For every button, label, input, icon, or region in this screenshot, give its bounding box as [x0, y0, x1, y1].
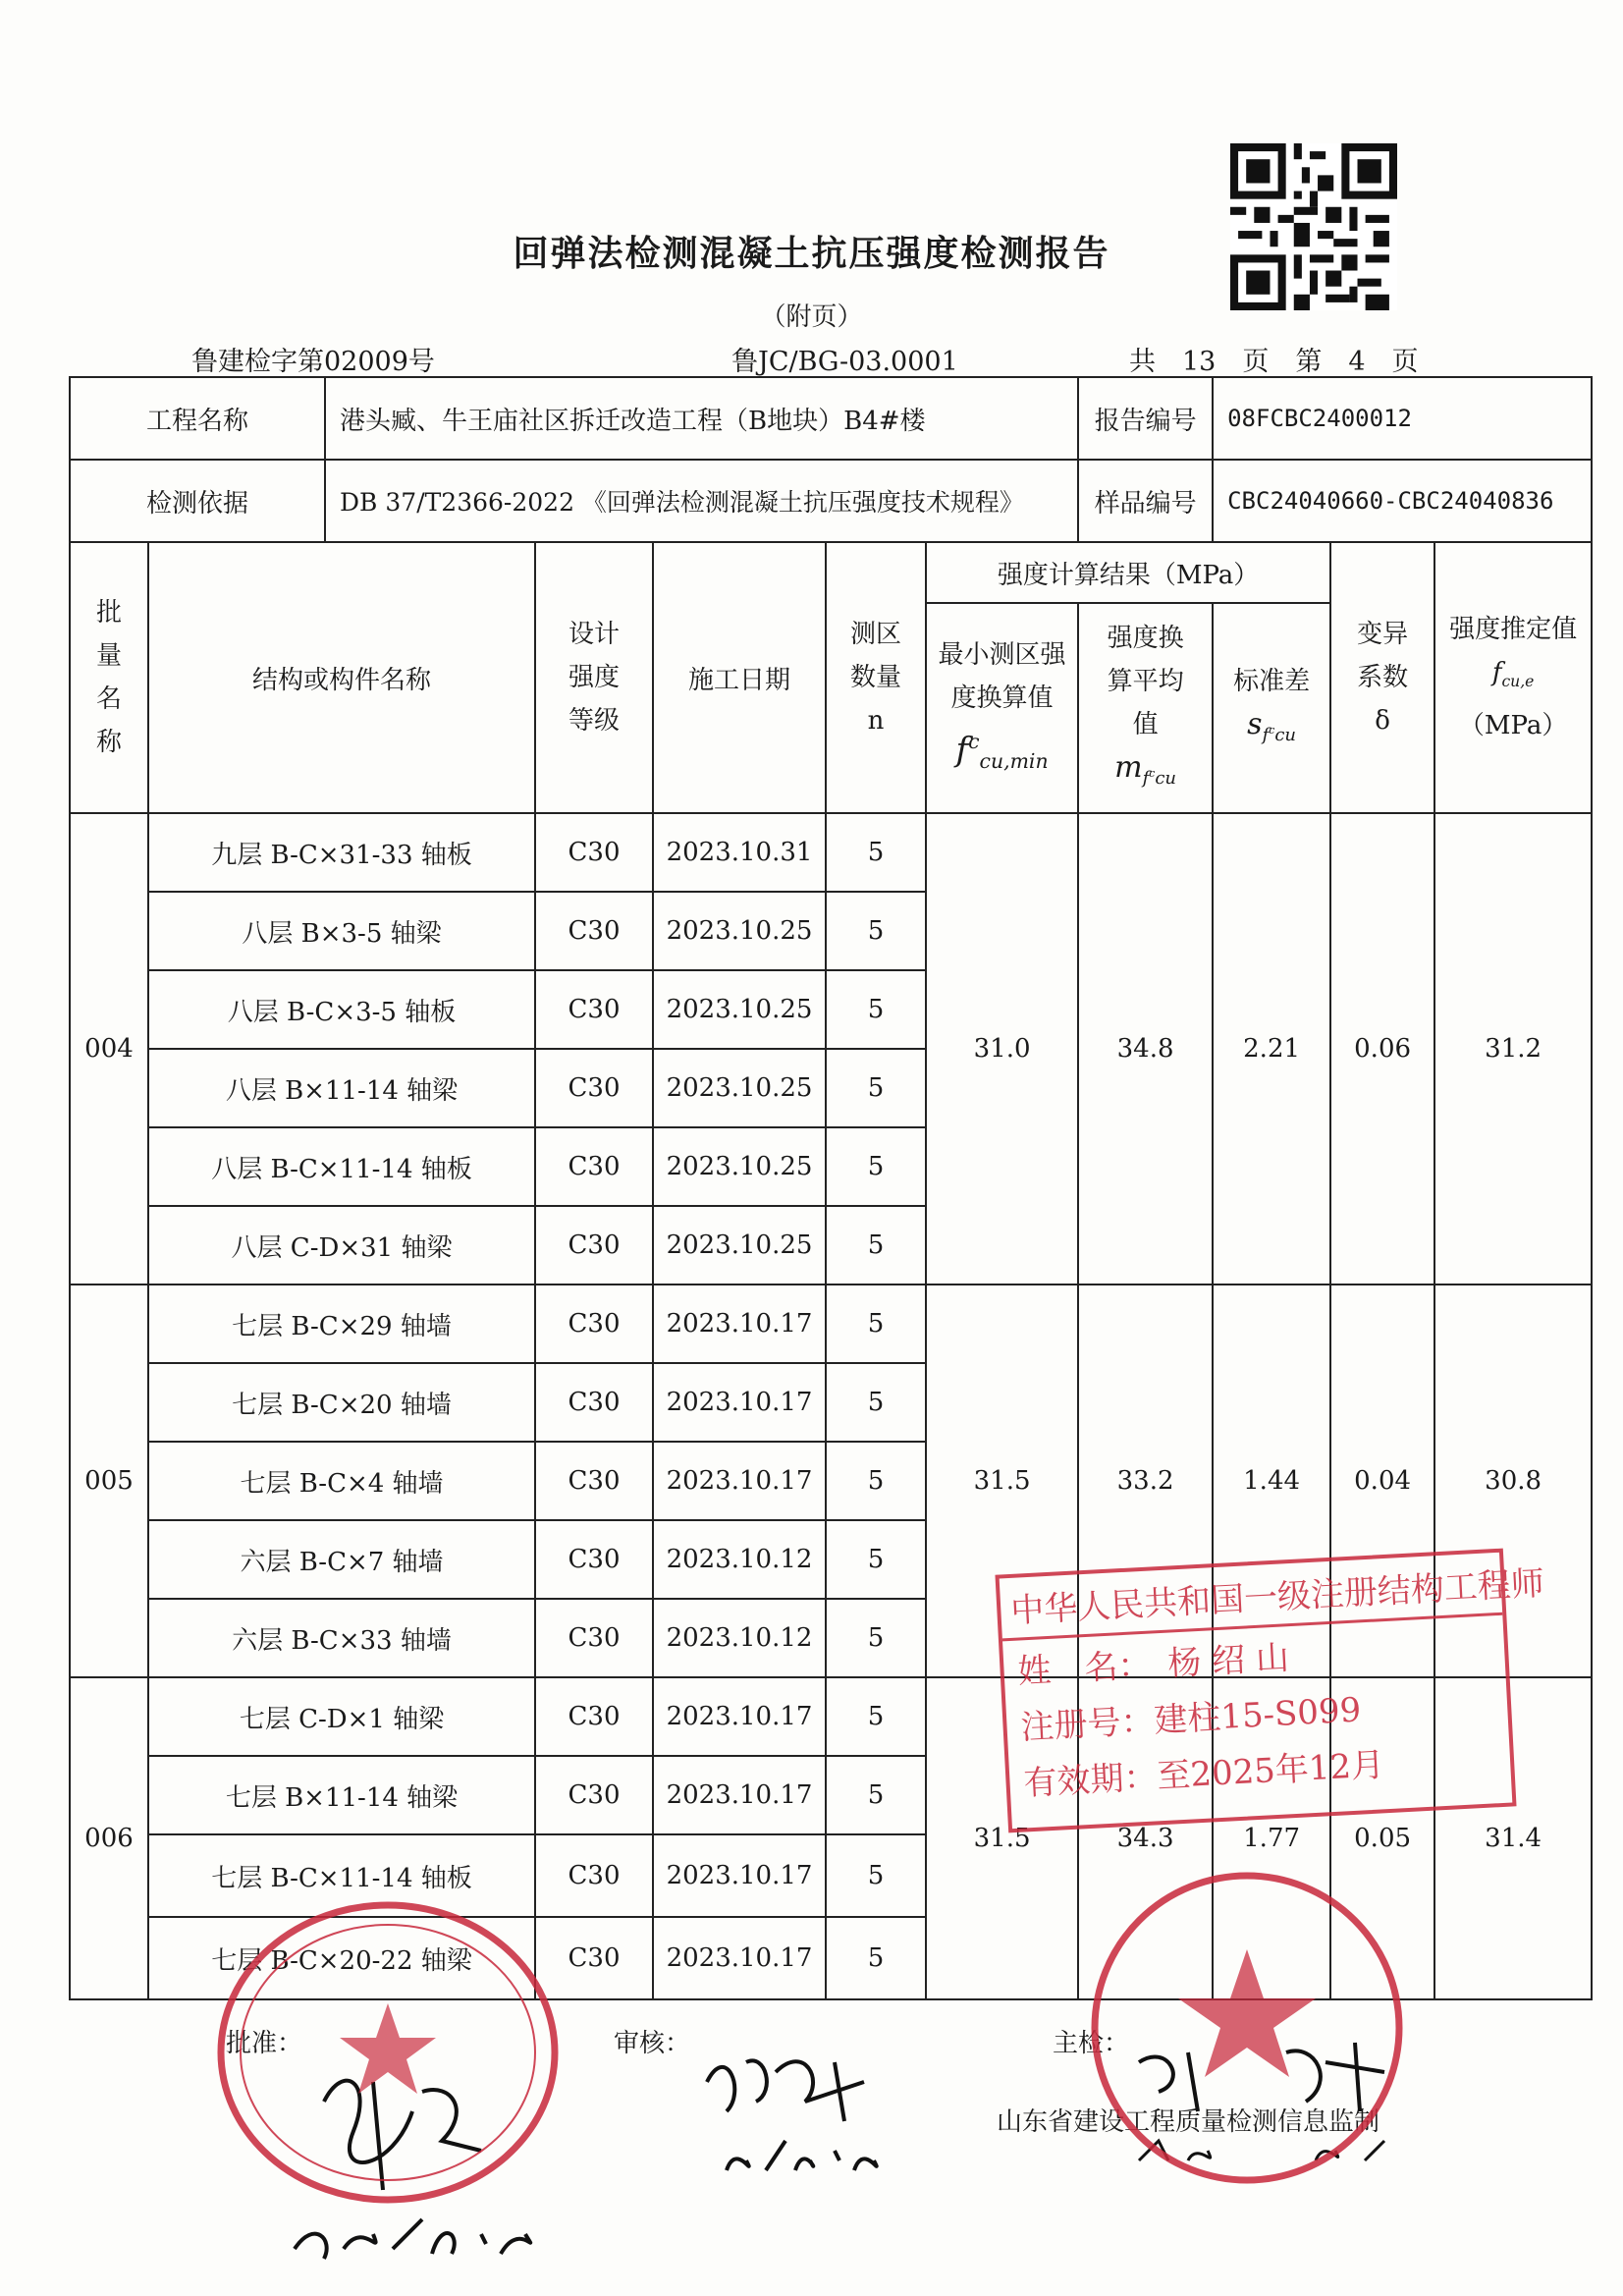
col-date: 施工日期 [653, 542, 826, 813]
member-name: 七层 B×11-14 轴梁 [148, 1756, 535, 1834]
col-cv: 变异系数δ [1330, 542, 1434, 813]
basis-value: DB 37/T2366-2022 《回弹法检测混凝土抗压强度技术规程》 [325, 460, 1078, 542]
sample-no-label: 样品编号 [1078, 460, 1213, 542]
basis-label: 检测依据 [70, 460, 325, 542]
table-row [70, 1677, 1592, 1756]
approver-signature [285, 2023, 579, 2278]
col-std-symbol: $s_{f^ccu}$ [1247, 706, 1296, 745]
member-name: 六层 B-C×33 轴墙 [148, 1599, 535, 1677]
col-mean [1078, 603, 1213, 813]
member-name: 七层 B-C×20 轴墙 [148, 1363, 535, 1442]
col-est-symbol: $f_{cu,e}$ [1491, 658, 1535, 691]
engineer-stamp-name: 姓 名： 杨 绍 山 [1016, 1638, 1290, 1692]
construction-date: 2023.10.17 [653, 1834, 826, 1917]
construction-date: 2023.10.12 [653, 1520, 826, 1599]
batch-id: 005 [70, 1285, 148, 1677]
construction-date: 2023.10.17 [653, 1363, 826, 1442]
design-grade: C30 [535, 1285, 653, 1363]
member-name: 八层 B-C×11-14 轴板 [148, 1127, 535, 1206]
col-min-label: 最小测区强度换算值 [938, 639, 1066, 713]
qr-code-icon [1230, 143, 1397, 310]
batch-id: 006 [70, 1677, 148, 1999]
zone-count: 5 [826, 813, 926, 892]
col-mean-symbol: $m_{f^ccu}$ [1114, 749, 1177, 789]
member-name: 七层 B-C×20-22 轴梁 [148, 1917, 535, 1999]
zone-count: 5 [826, 1599, 926, 1677]
engineer-stamp-reg: 注册号：建柱15-S099 [1019, 1690, 1363, 1748]
col-grade: 设计强度等级 [535, 542, 653, 813]
member-name: 七层 B-C×11-14 轴板 [148, 1834, 535, 1917]
col-std [1213, 603, 1330, 813]
approve-label: 批准： [226, 2029, 303, 2058]
design-grade: C30 [535, 1206, 653, 1285]
zone-count: 5 [826, 1917, 926, 1999]
batch-id: 004 [70, 813, 148, 1285]
zone-count: 5 [826, 1520, 926, 1599]
zone-count: 5 [826, 1834, 926, 1917]
col-batch: 批量名称 [70, 542, 148, 813]
design-grade: C30 [535, 970, 653, 1049]
estimated-strength: 31.2 [1434, 813, 1592, 1285]
col-member: 结构或构件名称 [148, 542, 535, 813]
construction-date: 2023.10.25 [653, 1049, 826, 1127]
col-min-symbol: $f^c_{cu,min}$ [955, 729, 1049, 774]
certificate-number: 鲁建检字第02009号 [191, 347, 435, 377]
estimated-strength: 31.4 [1434, 1677, 1592, 1999]
variation-coefficient: 0.05 [1330, 1677, 1434, 1999]
project-row [70, 377, 1592, 460]
min-strength: 31.0 [926, 813, 1078, 1285]
col-count: 测区数量n [826, 542, 926, 813]
construction-date: 2023.10.12 [653, 1599, 826, 1677]
report-table [69, 376, 1593, 2000]
inspect-label: 主检： [1053, 2029, 1130, 2058]
table-row [70, 1285, 1592, 1363]
basis-row [70, 460, 1592, 542]
member-name: 八层 B×11-14 轴梁 [148, 1049, 535, 1127]
construction-date: 2023.10.25 [653, 970, 826, 1049]
variation-coefficient: 0.06 [1330, 813, 1434, 1285]
inspector-signature [1129, 2023, 1424, 2180]
mean-strength: 34.3 [1078, 1677, 1213, 1999]
design-grade: C30 [535, 892, 653, 970]
report-no-label: 报告编号 [1078, 377, 1213, 460]
design-grade: C30 [535, 1917, 653, 1999]
std-deviation: 2.21 [1213, 813, 1330, 1285]
footer-note: 山东省建设工程质量检测信息监制 [997, 2107, 1380, 2137]
design-grade: C30 [535, 1127, 653, 1206]
col-est-label: 强度推定值 [1449, 615, 1578, 645]
engineer-stamp-valid: 有效期：至2025年12月 [1022, 1745, 1385, 1804]
design-grade: C30 [535, 1834, 653, 1917]
member-name: 七层 B-C×4 轴墙 [148, 1442, 535, 1520]
col-min [926, 603, 1078, 813]
col-est-unit: （MPa） [1458, 710, 1568, 740]
design-grade: C30 [535, 813, 653, 892]
table-row [70, 813, 1592, 892]
design-grade: C30 [535, 1599, 653, 1677]
min-strength: 31.5 [926, 1677, 1078, 1999]
construction-date: 2023.10.17 [653, 1285, 826, 1363]
page-info: 共 13 页 第 4 页 [1129, 347, 1419, 377]
member-name: 八层 B-C×3-5 轴板 [148, 970, 535, 1049]
member-name: 六层 B-C×7 轴墙 [148, 1520, 535, 1599]
estimated-strength: 30.8 [1434, 1285, 1592, 1677]
zone-count: 5 [826, 892, 926, 970]
design-grade: C30 [535, 1049, 653, 1127]
project-label: 工程名称 [70, 377, 325, 460]
project-value: 港头臧、牛王庙社区拆迁改造工程（B地块）B4#楼 [325, 377, 1078, 460]
member-name: 七层 B-C×29 轴墙 [148, 1285, 535, 1363]
construction-date: 2023.10.25 [653, 1206, 826, 1285]
construction-date: 2023.10.17 [653, 1756, 826, 1834]
design-grade: C30 [535, 1677, 653, 1756]
zone-count: 5 [826, 1285, 926, 1363]
zone-count: 5 [826, 1677, 926, 1756]
design-grade: C30 [535, 1756, 653, 1834]
min-strength: 31.5 [926, 1285, 1078, 1677]
zone-count: 5 [826, 1363, 926, 1442]
design-grade: C30 [535, 1363, 653, 1442]
col-mean-label: 强度换算平均值 [1107, 623, 1184, 739]
construction-date: 2023.10.17 [653, 1677, 826, 1756]
construction-date: 2023.10.31 [653, 813, 826, 892]
reviewer-signature [687, 2023, 933, 2200]
engineer-stamp-title: 中华人民共和国一级注册结构工程师 [1000, 1553, 1503, 1642]
zone-count: 5 [826, 1127, 926, 1206]
member-name: 八层 B×3-5 轴梁 [148, 892, 535, 970]
form-number: 鲁JC/BG-03.0001 [731, 347, 958, 377]
construction-date: 2023.10.17 [653, 1917, 826, 1999]
mean-strength: 33.2 [1078, 1285, 1213, 1677]
report-no-value: 08FCBC2400012 [1213, 377, 1592, 460]
construction-date: 2023.10.25 [653, 1127, 826, 1206]
construction-date: 2023.10.17 [653, 1442, 826, 1520]
member-name: 七层 C-D×1 轴梁 [148, 1677, 535, 1756]
variation-coefficient: 0.04 [1330, 1285, 1434, 1677]
zone-count: 5 [826, 1049, 926, 1127]
zone-count: 5 [826, 1206, 926, 1285]
col-strength-group: 强度计算结果（MPa） [926, 542, 1330, 603]
member-name: 八层 C-D×31 轴梁 [148, 1206, 535, 1285]
zone-count: 5 [826, 1442, 926, 1520]
col-est [1434, 542, 1592, 813]
column-header-row-1 [70, 542, 1592, 603]
mean-strength: 34.8 [1078, 813, 1213, 1285]
std-deviation: 1.77 [1213, 1677, 1330, 1999]
design-grade: C30 [535, 1520, 653, 1599]
report-title: 回弹法检测混凝土抗压强度检测报告 [513, 234, 1110, 274]
zone-count: 5 [826, 1756, 926, 1834]
review-label: 审核： [614, 2029, 691, 2058]
report-subtitle: （附页） [760, 302, 863, 332]
construction-date: 2023.10.25 [653, 892, 826, 970]
member-name: 九层 B-C×31-33 轴板 [148, 813, 535, 892]
std-deviation: 1.44 [1213, 1285, 1330, 1677]
col-std-label: 标准差 [1233, 666, 1311, 696]
design-grade: C30 [535, 1442, 653, 1520]
zone-count: 5 [826, 970, 926, 1049]
sample-no-value: CBC24040660-CBC24040836 [1213, 460, 1592, 542]
